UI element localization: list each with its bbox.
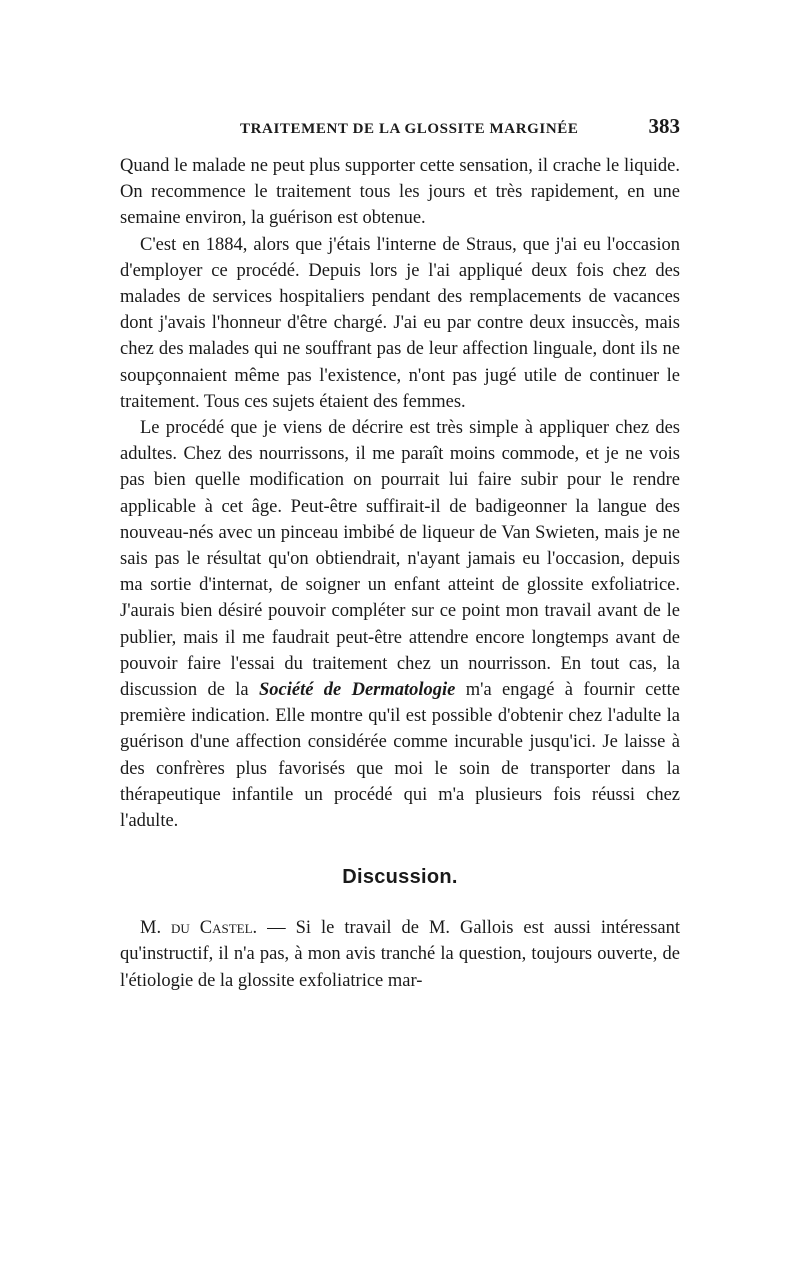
speaker-name: M. du Castel. (140, 918, 258, 939)
body-text (120, 153, 680, 994)
paragraph-2: C'est en 1884, alors que j'étais l'interne de Straus, que j'ai eu l'occasion d'employer ce procédé. Depuis lors je l'ai appliqué deux fois chez des malades de services hospitaliers pendant des remplacements de vacances dont j'avais l'honneur d'être chargé. J'ai eu par contre deux insuccès, mais chez des malades qui ne souffrant pas de leur affection linguale, dont ils ne soupçonnaient même pas l'existence, n'ont pas jugé utile de continuer le traitement. Tous ces sujets étaient des femmes. (120, 234, 680, 412)
discussion-paragraph (120, 915, 680, 994)
section-heading: Discussion. (342, 866, 458, 889)
journal-title-italic: Société de Dermatologie (258, 680, 456, 701)
paragraph-3-text-a: Le procédé que je viens de décrire est très simple à appliquer chez des adultes. Chez des nourrissons, il me paraît moins commode, et je ne vois pas bien quelle modification on pourrait lui faire subir pour le rendre applicable à cet âge. Peut-être suffirait-il de badigeonner la langue des nouveau-nés avec un pinceau imbibé de liqueur de Van Swieten, mais je ne sais pas le résultat qu'on obtiendrait, n'ayant jamais eu l'occasion, depuis ma sortie d'internat, de soigner un enfant atteint de glossite exfoliatrice. J'aurais bien désiré pouvoir compléter sur ce point mon travail avant de le publier, mais il me faudrait peut-être attendre encore longtemps avant de pouvoir faire l'essai du traitement chez un nourrisson. En tout cas, la discussion de la (120, 418, 680, 701)
page-number: 383 (648, 114, 680, 138)
paragraph-1: Quand le malade ne peut plus supporter cette sensation, il crache le liquide. On recommence le traitement tous les jours et très rapidement, en une semaine environ, la guérison est obtenue. (120, 156, 680, 229)
running-title: TRAITEMENT DE LA GLOSSITE MARGINÉE (239, 121, 579, 137)
discussion-text: — Si le travail de M. Gallois est aussi intéressant qu'instructif, il n'a pas, à mon avis tranché la question, toujours ouverte, de l'étiologie de la glossite exfoliatrice mar- (120, 918, 680, 991)
document-page (120, 114, 680, 994)
paragraph-3-text-b: m'a engagé à fournir cette première indication. Elle montre qu'il est possible d'obtenir chez l'adulte la guérison d'une affection considérée comme incurable jusqu'ici. Je laisse à des confrères plus favorisés que moi le soin de transporter dans la thérapeutique infantile un procédé qui m'a plusieurs fois réussi chez l'adulte. (120, 680, 680, 832)
paragraph-3 (120, 415, 680, 834)
running-header (120, 114, 680, 139)
